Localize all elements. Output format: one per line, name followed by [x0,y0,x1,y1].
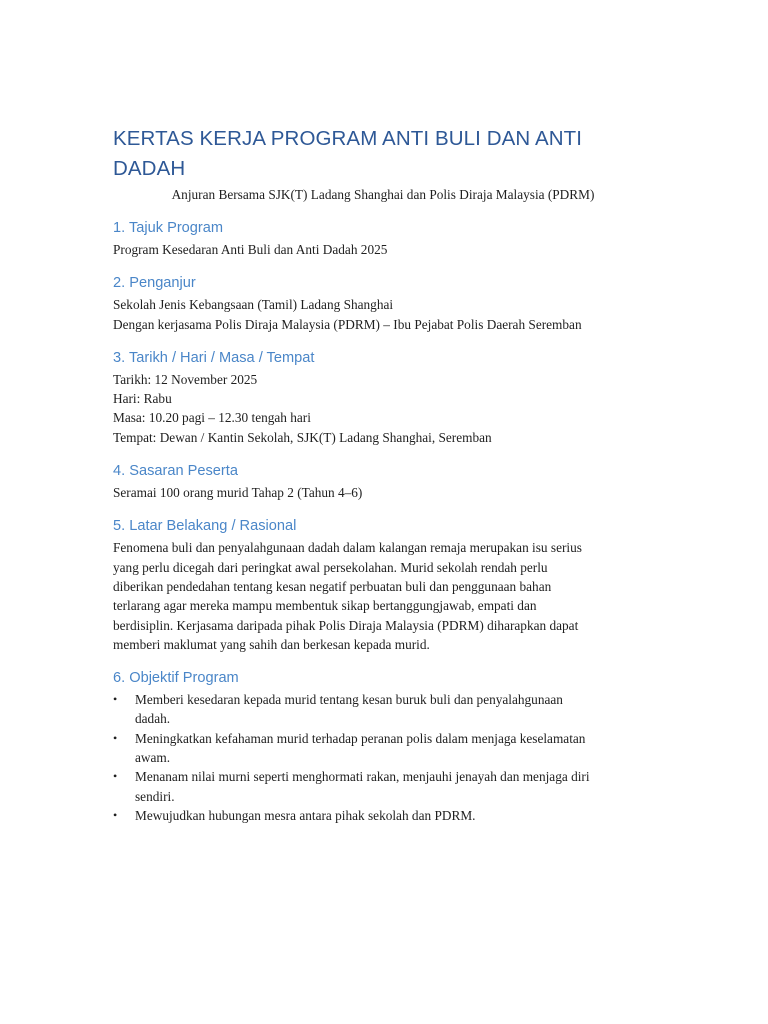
body-line: Hari: Rabu [113,391,172,407]
list-item-line: sendiri. [135,788,175,804]
section-heading: 3. Tarikh / Hari / Masa / Tempat [113,349,315,366]
bullet-icon: • [113,769,118,784]
section-heading: 4. Sasaran Peserta [113,463,238,480]
section-body [113,240,653,259]
section-objektif-program [113,667,653,825]
section-tarikh-hari-masa-tempat [113,347,653,447]
list-item [113,767,653,806]
section-body [113,295,653,334]
section-penganjur [113,272,653,334]
body-line: Tarikh: 12 November 2025 [113,371,258,387]
section-body [113,483,653,502]
body-line: Dengan kerjasama Polis Diraja Malaysia (PDRM) – Ibu Pejabat Polis Daerah Seremban [113,316,582,332]
section-heading: 5. Latar Belakang / Rasional [113,518,297,535]
section-body [113,370,653,447]
body-line: Masa: 10.20 pagi – 12.30 tengah hari [113,410,311,426]
section-heading: 2. Penganjur [113,275,196,292]
body-line: Program Kesedaran Anti Buli dan Anti Dadah 2025 [113,242,388,257]
list-item-line: Memberi kesedaran kepada murid tentang kesan buruk buli dan penyalahgunaan [135,692,563,708]
section-sasaran-peserta [113,460,653,502]
objective-list [113,690,653,825]
list-item-line: awam. [135,750,171,766]
bullet-icon: • [113,807,118,822]
section-heading: 6. Objektif Program [113,670,239,687]
body-line: yang perlu dicegah dari peringkat awal persekolahan. Murid sekolah rendah perlu [113,559,548,575]
section-heading: 1. Tajuk Program [113,220,224,236]
list-item-line: Menanam nilai murni seperti menghormati rakan, menjauhi jenayah dan menjaga diri [135,769,590,785]
body-line: Fenomena buli dan penyalahgunaan dadah dalam kalangan remaja merupakan isu serius [113,540,582,556]
document-subtitle: Anjuran Bersama SJK(T) Ladang Shanghai dan Polis Diraja Malaysia (PDRM) [171,187,595,202]
list-item-line: Mewujudkan hubungan mesra antara pihak sekolah dan PDRM. [135,807,476,823]
body-line: Tempat: Dewan / Kantin Sekolah, SJK(T) Ladang Shanghai, Seremban [113,429,492,445]
body-line: terlarang agar mereka mampu membentuk sikap bertanggungjawab, empati dan [113,598,537,614]
list-item [113,806,653,825]
bullet-icon: • [113,730,118,745]
document-title: KERTAS KERJA PROGRAM ANTI BULI DAN ANTI DADAH [113,127,583,180]
body-line: Sekolah Jenis Kebangsaan (Tamil) Ladang Shanghai [113,297,394,313]
section-latar-belakang [113,515,653,654]
section-tajuk-program [113,217,653,259]
body-line: diberikan pendedahan tentang kesan negatif perbuatan buli dan penggunaan bahan [113,578,552,594]
section-body [113,538,653,654]
body-line: memberi maklumat yang sahih dan berkesan kepada murid. [113,636,430,652]
list-item-line: dadah. [135,711,171,727]
body-line: berdisiplin. Kerjasama daripada pihak Polis Diraja Malaysia (PDRM) diharapkan dapat [113,617,579,633]
list-item-line: Meningkatkan kefahaman murid terhadap peranan polis dalam menjaga keselamatan [135,730,586,746]
list-item [113,729,653,768]
body-line: Seramai 100 orang murid Tahap 2 (Tahun 4–6) [113,485,363,501]
list-item [113,690,653,729]
bullet-icon: • [113,692,118,707]
document-page [113,124,653,825]
